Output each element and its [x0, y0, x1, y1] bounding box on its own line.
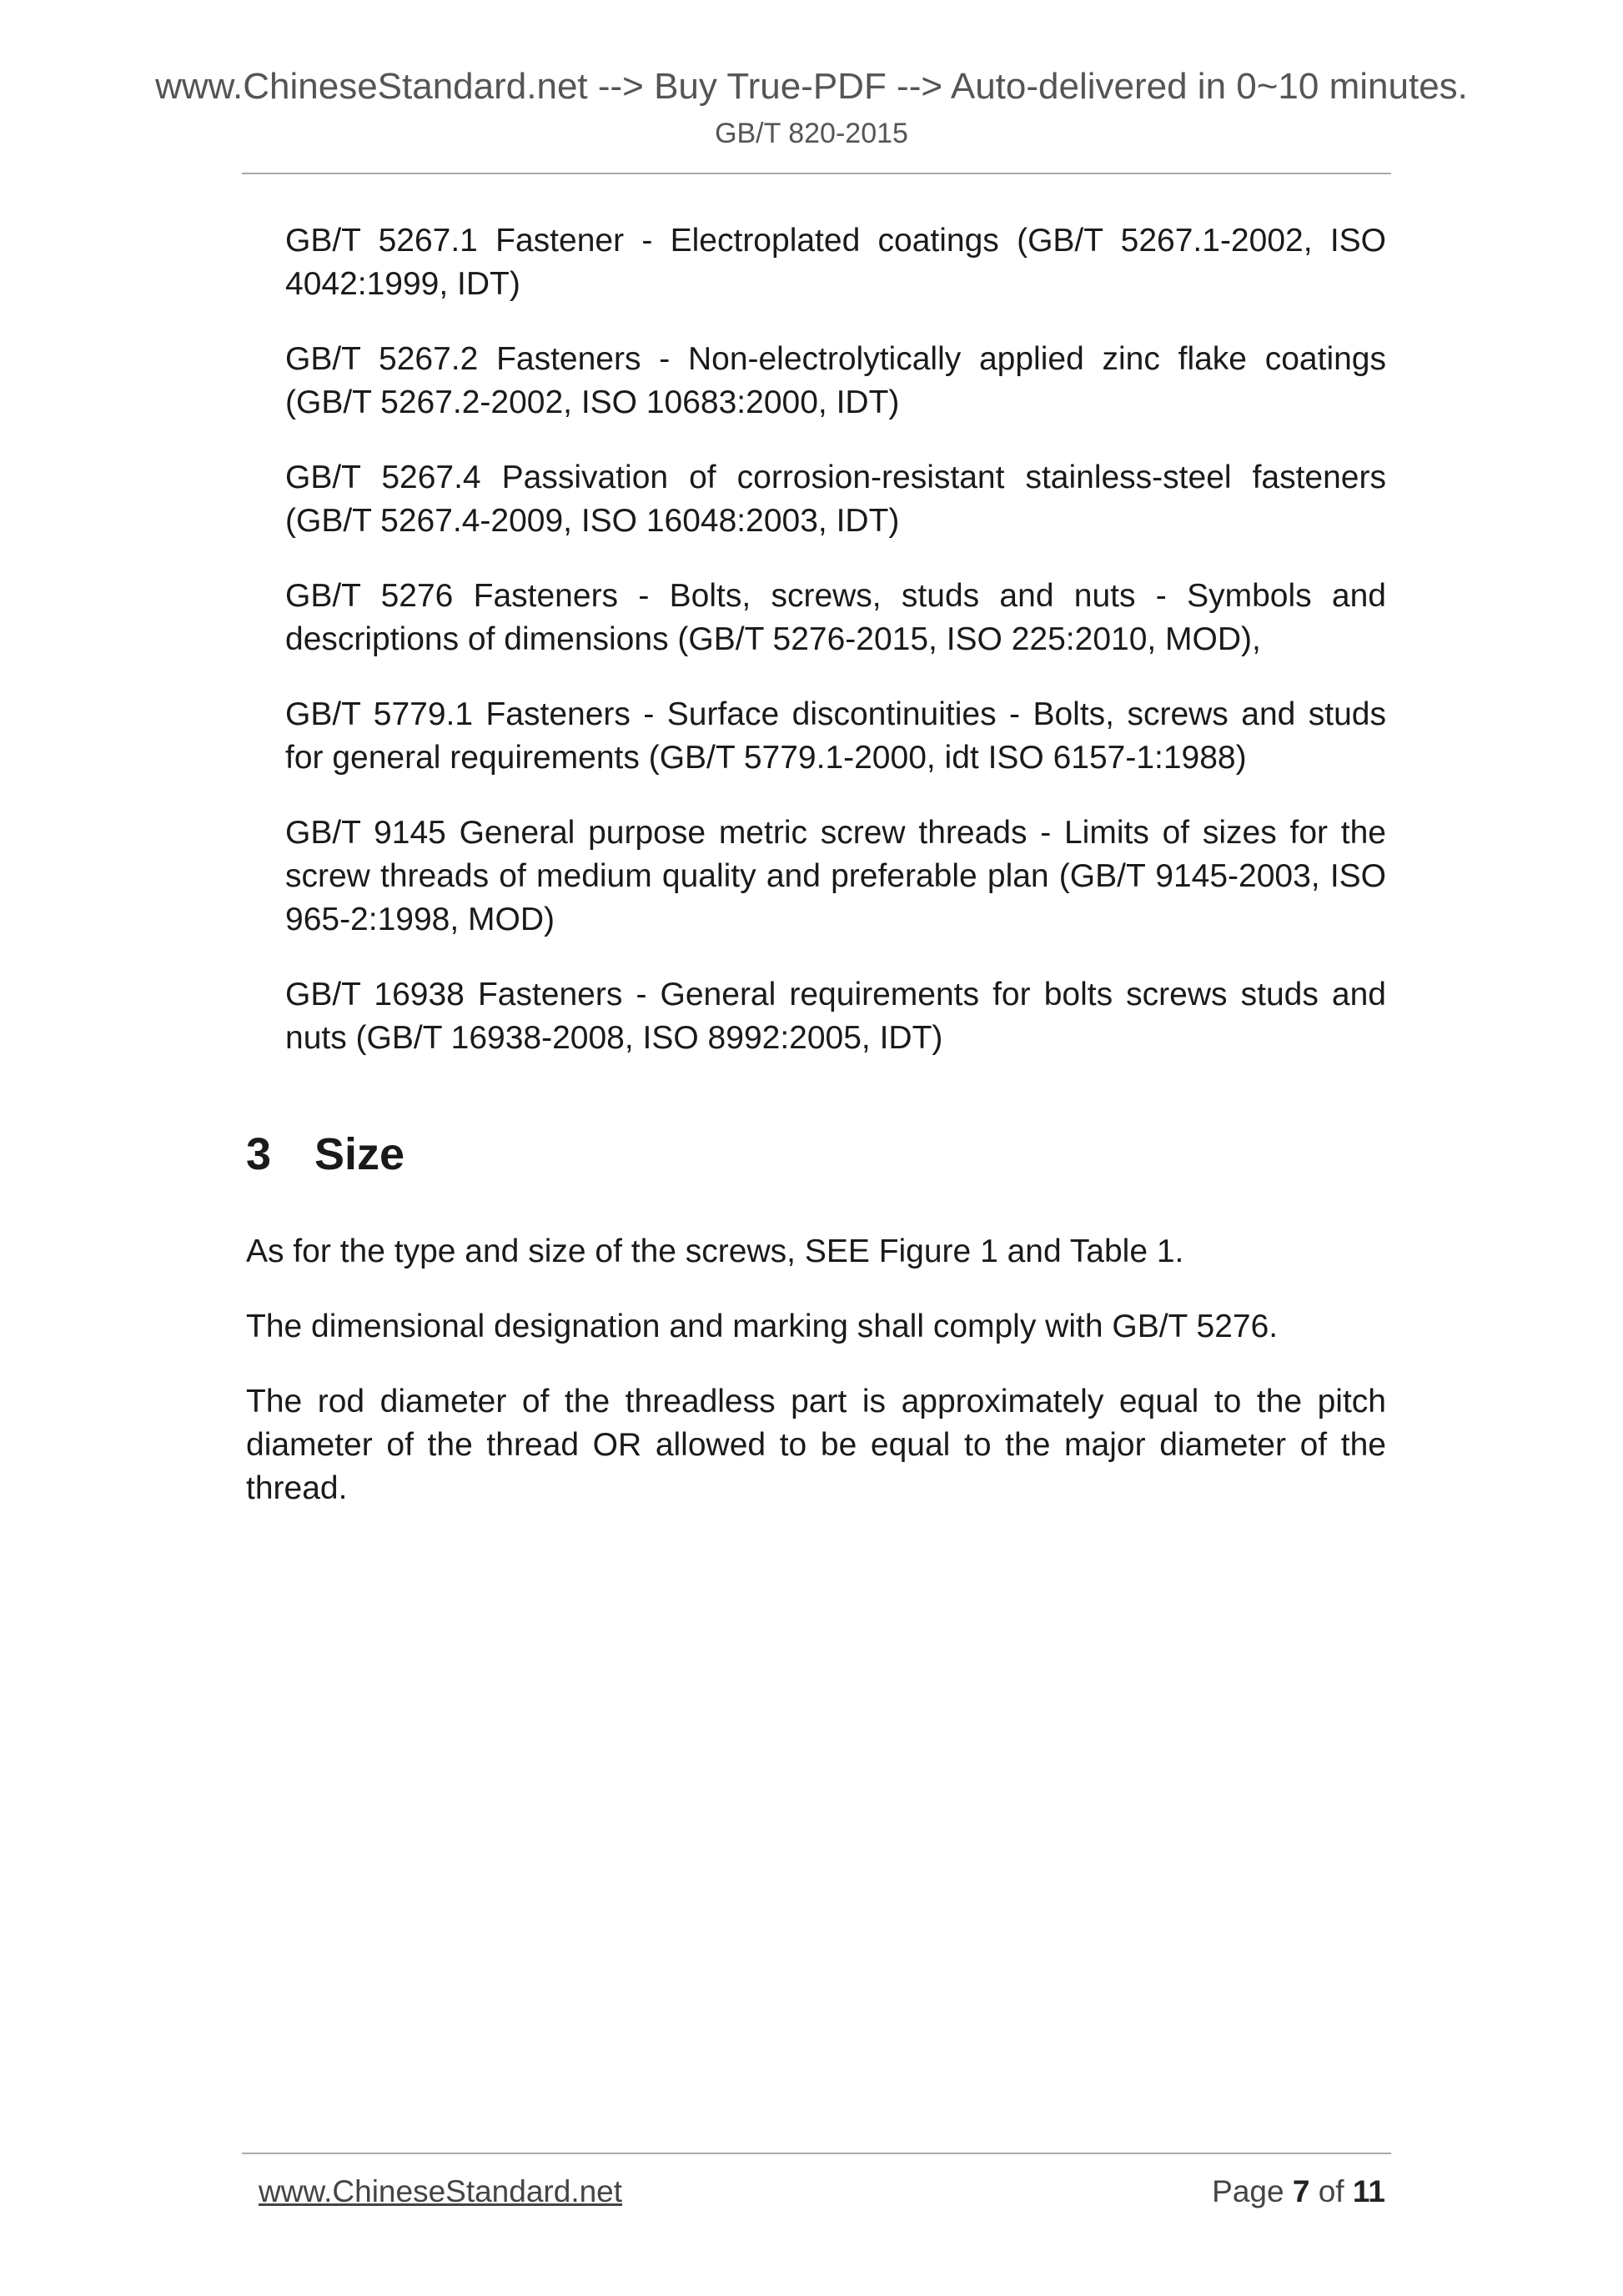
header-banner: www.ChineseStandard.net --> Buy True-PDF --> Auto-delivered in 0~10 minutes.: [155, 66, 1468, 107]
section-number: 3: [246, 1129, 272, 1179]
page-of-label: of: [1318, 2174, 1344, 2208]
reference-item: GB/T 5267.1 Fastener - Electroplated coatings (GB/T 5267.1-2002, ISO 4042:1999, IDT): [285, 223, 1386, 302]
section-heading: [246, 1128, 404, 1181]
section-body: [246, 1230, 1386, 1542]
reference-item: GB/T 9145 General purpose metric screw threads - Limits of sizes for the screw threads of medium quality and preferable plan (GB/T 9145-2003, ISO 965-2:1998, MOD): [285, 815, 1386, 937]
reference-item: GB/T 5276 Fasteners - Bolts, screws, studs and nuts - Symbols and descriptions of dimensions (GB/T 5276-2015, ISO 225:2010, MOD),: [285, 578, 1386, 657]
paragraph: The dimensional designation and marking shall comply with GB/T 5276.: [246, 1309, 1279, 1344]
footer-website-link[interactable]: www.ChineseStandard.net: [259, 2174, 623, 2208]
footer-divider: [242, 2153, 1391, 2154]
reference-item: GB/T 16938 Fasteners - General requirements for bolts screws studs and nuts (GB/T 16938-2008, ISO 8992:2005, IDT): [285, 977, 1386, 1056]
paragraph: The rod diameter of the threadless part is approximately equal to the pitch diameter of the thread OR allowed to be equal to the major diameter of the thread.: [246, 1384, 1386, 1506]
normative-references-list: [285, 219, 1386, 1092]
current-page: 7: [1292, 2174, 1310, 2208]
page-label: Page: [1212, 2174, 1284, 2208]
reference-item: GB/T 5779.1 Fasteners - Surface discontinuities - Bolts, screws and studs for general requirements (GB/T 5779.1-2000, idt ISO 6157-1:1988): [285, 696, 1386, 776]
header-divider: [242, 173, 1391, 174]
section-title: Size: [314, 1129, 405, 1179]
reference-item: GB/T 5267.4 Passivation of corrosion-resistant stainless-steel fasteners (GB/T 5267.4-2009, ISO 16048:2003, IDT): [285, 460, 1386, 539]
page-number: [1212, 2173, 1385, 2210]
document-code: GB/T 820-2015: [715, 118, 908, 149]
total-pages: 11: [1352, 2174, 1385, 2208]
reference-item: GB/T 5267.2 Fasteners - Non-electrolytically applied zinc flake coatings (GB/T 5267.2-2002, ISO 10683:2000, IDT): [285, 341, 1386, 420]
paragraph: As for the type and size of the screws, SEE Figure 1 and Table 1.: [246, 1233, 1184, 1269]
